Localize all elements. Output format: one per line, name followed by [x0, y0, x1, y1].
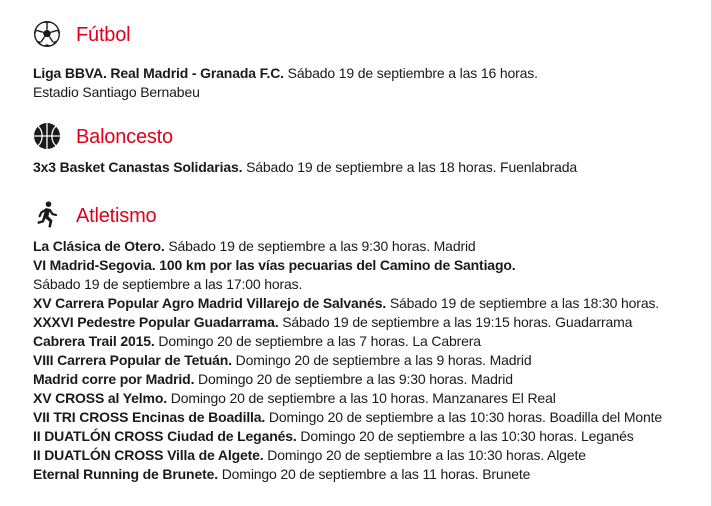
event-details: Domingo 20 de septiembre a las 10:30 horas. Leganés: [296, 428, 634, 444]
event-name: Liga BBVA. Real Madrid - Granada F.C.: [33, 65, 284, 81]
event-details: Estadio Santiago Bernabeu: [33, 84, 200, 100]
section-header-baloncesto: [33, 122, 705, 154]
section-baloncesto: [33, 122, 705, 177]
event-line: [33, 370, 705, 389]
section-title-baloncesto: Baloncesto: [76, 126, 173, 148]
event-details: Sábado 19 de septiembre a las 18 horas. Fuenlabrada: [242, 159, 578, 175]
event-name: La Clásica de Otero.: [33, 238, 165, 254]
soccer-ball-icon: [33, 20, 61, 48]
event-list-baloncesto: [33, 158, 705, 177]
basketball-icon: [33, 122, 61, 150]
event-details: Sábado 19 de septiembre a las 17:00 horas.: [33, 276, 303, 292]
event-details: Sábado 19 de septiembre a las 19:15 horas. Guadarrama: [278, 314, 633, 330]
event-details: Domingo 20 de septiembre a las 10 horas. Manzanares El Real: [167, 390, 556, 406]
section-title-atletismo: Atletismo: [76, 205, 157, 227]
event-name: VI Madrid-Segovia. 100 km por las vías pecuarias del Camino de Santiago.: [33, 257, 516, 273]
event-name: Eternal Running de Brunete.: [33, 466, 218, 482]
event-line: [33, 427, 705, 446]
event-details: Sábado 19 de septiembre a las 18:30 horas.: [386, 295, 660, 311]
event-name: II DUATLÓN CROSS Ciudad de Leganés.: [33, 428, 297, 444]
event-line: [33, 332, 705, 351]
event-list-atletismo: [33, 237, 705, 484]
event-name: XXXVI Pedestre Popular Guadarrama.: [33, 314, 279, 330]
event-line: [33, 256, 705, 275]
event-name: XV CROSS al Yelmo.: [33, 390, 167, 406]
event-line: [33, 446, 705, 465]
event-line: [33, 389, 705, 408]
section-title-futbol: Fútbol: [76, 24, 131, 46]
event-name: VIII Carrera Popular de Tetuán.: [33, 352, 232, 368]
event-details: Sábado 19 de septiembre a las 9:30 horas. Madrid: [164, 238, 476, 254]
section-header-futbol: [33, 20, 705, 52]
section-futbol: [33, 20, 705, 102]
event-line: [33, 294, 705, 313]
section-header-atletismo: [33, 201, 705, 233]
event-line: [33, 64, 705, 83]
event-name: Cabrera Trail 2015.: [33, 333, 155, 349]
event-line: [33, 83, 705, 102]
event-details: Domingo 20 de septiembre a las 9 horas. Madrid: [231, 352, 532, 368]
event-name: II DUATLÓN CROSS Villa de Algete.: [33, 447, 264, 463]
event-details: Sábado 19 de septiembre a las 16 horas.: [283, 65, 538, 81]
event-line: [33, 408, 705, 427]
section-atletismo: [33, 201, 705, 484]
event-line: [33, 465, 705, 484]
event-line: [33, 275, 705, 294]
event-name: 3x3 Basket Canastas Solidarias.: [33, 159, 243, 175]
runner-icon: [33, 201, 61, 229]
event-name: XV Carrera Popular Agro Madrid Villarejo de Salvanés.: [33, 295, 387, 311]
event-name: Madrid corre por Madrid.: [33, 371, 195, 387]
event-name: VII TRI CROSS Encinas de Boadilla.: [33, 409, 266, 425]
event-details: Domingo 20 de septiembre a las 9:30 horas. Madrid: [194, 371, 513, 387]
event-list-futbol: [33, 64, 705, 102]
event-details: Domingo 20 de septiembre a las 10:30 horas. Algete: [263, 447, 586, 463]
event-details: Domingo 20 de septiembre a las 11 horas. Brunete: [217, 466, 531, 482]
event-details: Domingo 20 de septiembre a las 7 horas. La Cabrera: [154, 333, 481, 349]
event-line: [33, 313, 705, 332]
event-line: [33, 237, 705, 256]
event-details: Domingo 20 de septiembre a las 10:30 horas. Boadilla del Monte: [265, 409, 662, 425]
event-line: [33, 351, 705, 370]
event-line: [33, 158, 705, 177]
